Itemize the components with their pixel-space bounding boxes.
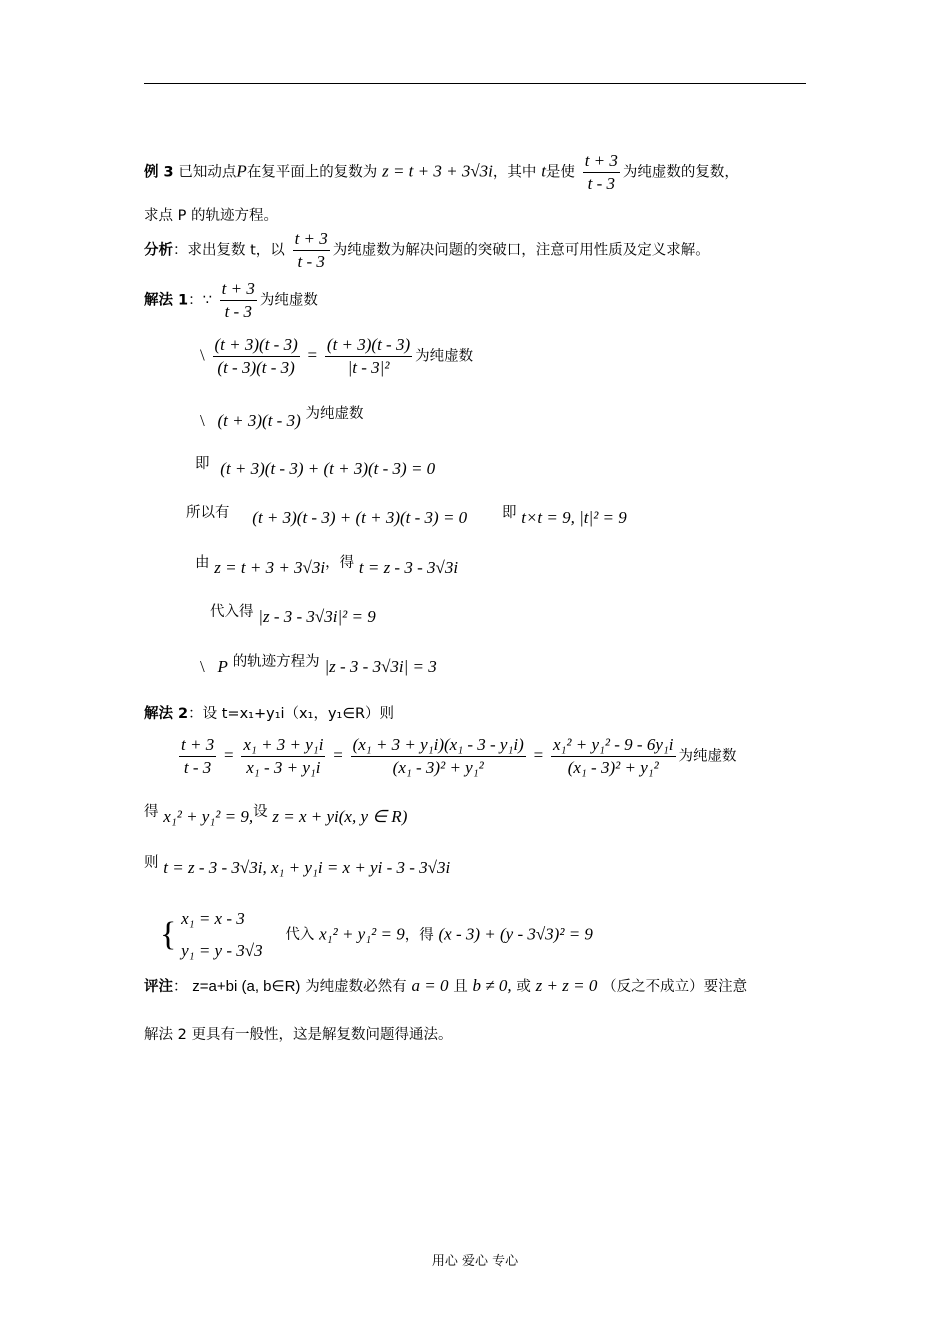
sol1-step-1: \ $\frac{(t + 3)(t - 3)}{(t - 3)(t - 3)}$ = $\frac{(t + 3)(t - 3)}{\text{|t - 3|²}}$ 为纯虚数	[200, 335, 474, 378]
example-label: 例 3	[144, 164, 174, 181]
page-footer: 用心 爱心 专心	[431, 1254, 519, 1269]
analysis-fraction: $\frac{t + 3}{t - 3}$	[294, 229, 328, 272]
sol1-line-1: 解法 1：∵ $\frac{t + 3}{t - 3}$ 为纯虚数	[144, 278, 318, 323]
sol2-line-1: 解法 2：设 t=x₁+y₁i（x₁，y₁∈R）则	[144, 706, 395, 722]
header-rule	[144, 83, 806, 84]
sol1-step-7: \ P 的轨迹方程为 |z - 3 - 3√3i| = 3	[200, 654, 437, 676]
example-line-1: 例 3 已知动点P在复平面上的复数为 z = t + 3 + 3√3i，其中 t是使 $\frac{t + 3}{t - 3}$ 为纯虚数的复数，	[144, 150, 739, 195]
sol1-step-6: 代入得 |z - 3 - 3√3i|² = 9	[210, 604, 376, 626]
example-fraction: $\frac{t + 3}{t - 3}$	[584, 151, 618, 194]
z-definition: z = t + 3 + 3√3i	[382, 161, 493, 181]
sol1-fraction: $\frac{t + 3}{t - 3}$	[221, 279, 255, 322]
sol2-system: { x₁ = x - 3 y₁ = y - 3√3 代入 x₁² + y₁² = 9，得 (x - 3) + (y - 3√3)² = 9	[160, 909, 593, 961]
sol2-line-4: 则 t = z - 3 - 3√3i, x₁ + y₁i = x + yi - 3 - 3√3i	[144, 855, 451, 877]
comment-label: 评注	[144, 979, 173, 995]
sol1-step-3: 即 (t + 3)(t - 3) + (t + 3)(t - 3) = 0	[195, 456, 436, 478]
sol1-label: 解法 1	[144, 292, 189, 309]
sol1-step-5: 由 z = t + 3 + 3√3i，得 t = z - 3 - 3√3i	[195, 555, 459, 577]
sol2-fraction-chain: $\frac{t + 3}{t - 3}$ = $\frac{\text{x₁ + 3 + y₁i}}{\text{x₁ - 3 + y₁i}}$ = $\frac{\text{(x₁ + 3 + y₁i)(x₁ - 3 - y₁i)}}{\text{(x₁ - 3)² + y₁²}}$ = $\frac{\text{x₁² + y₁² - 9 - 6y₁i}}{\text{(x₁ - 3)² + y₁²}}$ 为纯虚数	[181, 735, 737, 778]
sol2-line-3: 得 x₁² + y₁² = 9,设 z = x + yi(x, y ∈ R)	[144, 804, 408, 826]
sol1-step-4: 所以有 (t + 3)(t - 3) + (t + 3)(t - 3) = 0 即 t×t = 9, |t|² = 9	[186, 505, 627, 527]
comment-line-2: 解法 2 更具有一般性，这是解复数问题得通法。	[144, 1027, 453, 1043]
comment-line-1: 评注： z=a+bi (a, b∈R) 为纯虚数必然有 a = 0 且 b ≠ 0, 或 z + z = 0 （反之不成立）要注意	[144, 976, 748, 995]
example-line-2: 求点 P 的轨迹方程。	[144, 208, 278, 224]
analysis-line: 分析：求出复数 t，以 $\frac{t + 3}{t - 3}$ 为纯虚数为解决问题的突破口，注意可用性质及定义求解。	[144, 228, 710, 273]
sol1-step-2: \ (t + 3)(t - 3) 为纯虚数	[200, 406, 364, 430]
sol2-label: 解法 2	[144, 706, 189, 722]
analysis-label: 分析	[144, 242, 173, 259]
